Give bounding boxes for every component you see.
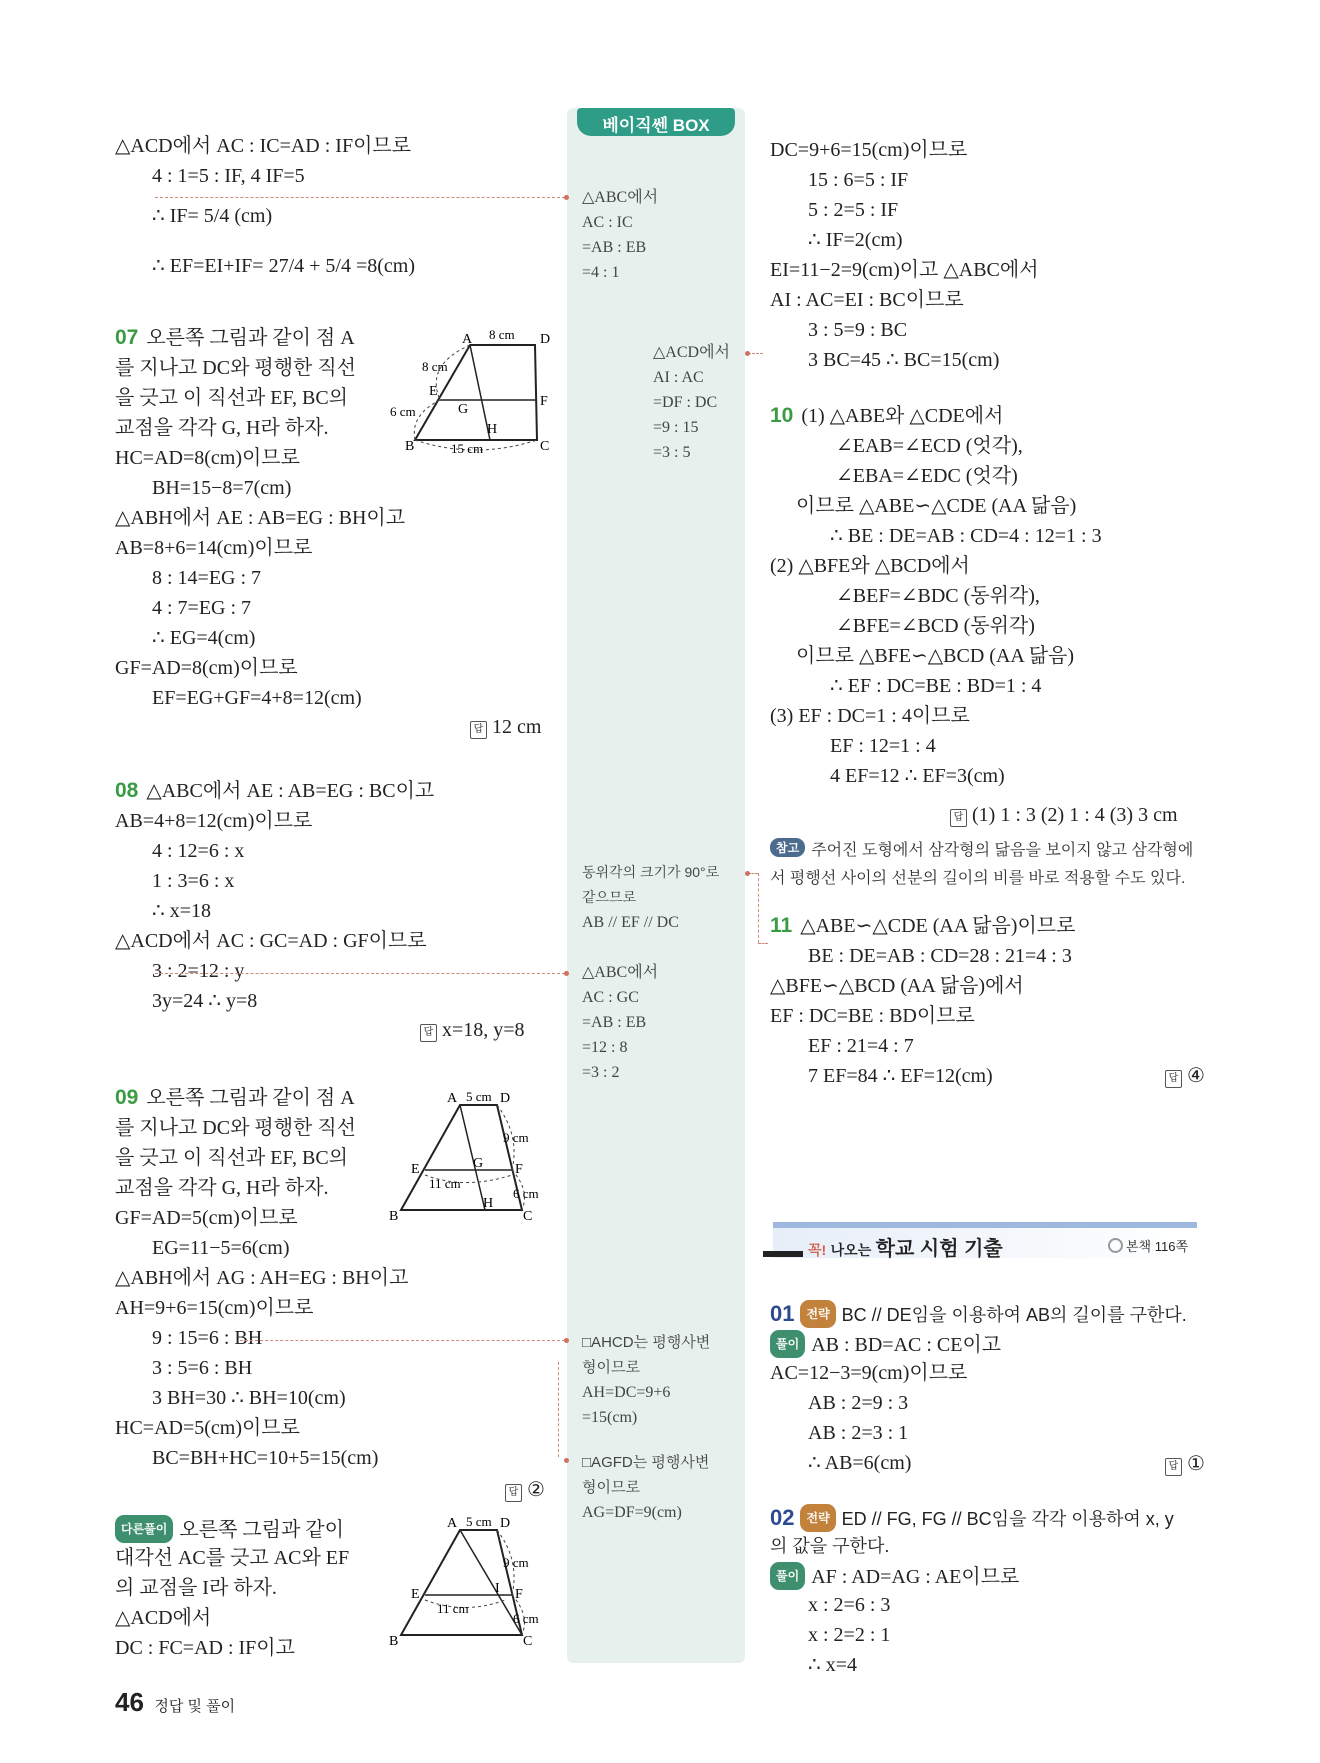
- svg-text:5 cm: 5 cm: [466, 1515, 492, 1529]
- text-line: 4 : 1=5 : IF, 4 IF=5: [152, 165, 305, 187]
- section-header: [763, 1222, 1197, 1262]
- svg-text:G: G: [458, 402, 469, 417]
- note-text: 형이므로: [582, 1479, 640, 1496]
- answer-icon: 답: [505, 1484, 522, 1502]
- text-line: BE : DE=AB : CD=28 : 21=4 : 3: [808, 945, 1072, 967]
- label-ad: 8 cm: [489, 327, 515, 342]
- text-line: x : 2=6 : 3: [808, 1594, 891, 1616]
- connector-dot: [564, 971, 569, 976]
- text-line: △ABH에서 AE : AB=EG : BH이고: [115, 507, 406, 529]
- svg-text:A: A: [462, 332, 473, 347]
- page-number: 46: [115, 1687, 144, 1717]
- answer-text: 12 cm: [492, 716, 542, 738]
- text-line: HC=AD=5(cm)이므로: [115, 1417, 300, 1439]
- q09-line-0: [115, 1085, 355, 1111]
- text: 오른쪽 그림과 같이: [179, 1519, 344, 1541]
- svg-text:H: H: [483, 1196, 494, 1211]
- text-line: 대각선 AC를 긋고 AC와 EF: [115, 1547, 350, 1569]
- answer-text: ④: [1187, 1065, 1205, 1087]
- figure-q07: [385, 325, 550, 455]
- text-line: 을 긋고 이 직선과 EF, BC의: [115, 1147, 348, 1169]
- svg-text:A: A: [447, 1516, 458, 1531]
- text-line: 3 : 5=9 : BC: [808, 319, 908, 341]
- text-line: DC=9+6=15(cm)이므로: [770, 139, 968, 161]
- svg-text:G: G: [473, 1156, 484, 1171]
- note-text: AC : GC: [582, 989, 639, 1006]
- answer-text: (1) 1 : 3 (2) 1 : 4 (3) 3 cm: [972, 804, 1178, 826]
- ref-text: 본책 116쪽: [1126, 1239, 1189, 1254]
- answer-text: x=18, y=8: [442, 1019, 525, 1041]
- note-text: =9 : 15: [653, 419, 699, 436]
- text-line: BC=BH+HC=10+5=15(cm): [152, 1447, 379, 1469]
- text-line: 3 : 2=12 : y: [152, 960, 245, 982]
- answer: [950, 804, 1178, 827]
- svg-text:F: F: [515, 1587, 523, 1602]
- svg-text:F: F: [540, 394, 548, 409]
- note-text: 같으므로: [582, 889, 637, 905]
- note-text: AG=DF=9(cm): [582, 1504, 682, 1521]
- text-line: ∴ EG=4(cm): [152, 627, 256, 649]
- text-line: 를 지나고 DC와 평행한 직선: [115, 357, 356, 379]
- text-line: AB : 2=9 : 3: [808, 1392, 909, 1414]
- text-line: ∴ IF=2(cm): [808, 229, 903, 251]
- text-line: △ACD에서 AC : IC=AD : IF이므로: [115, 135, 412, 157]
- text-line: 이므로 △ABE∽△CDE (AA 닮음): [796, 495, 1077, 517]
- answer-icon: 답: [950, 809, 967, 827]
- e02-line-0: [770, 1562, 1019, 1590]
- svg-text:9 cm: 9 cm: [503, 1555, 529, 1570]
- note-text: =15(cm): [582, 1409, 638, 1426]
- section-ref: [1108, 1236, 1188, 1255]
- text-line: EI=11−2=9(cm)이고 △ABC에서: [770, 259, 1039, 281]
- text-line: ∴ x=18: [152, 900, 212, 922]
- answer: [505, 1477, 545, 1502]
- book-icon: [1108, 1238, 1123, 1253]
- note-text: =12 : 8: [582, 1039, 628, 1056]
- answer: [1165, 1451, 1205, 1476]
- svg-text:5 cm: 5 cm: [466, 1090, 492, 1104]
- connector: [758, 873, 759, 943]
- text-line: ∠BEF=∠BDC (동위각),: [836, 585, 1040, 607]
- question-number: 09: [115, 1086, 139, 1109]
- strategy-tag: 전략: [800, 1300, 835, 1328]
- svg-text:D: D: [540, 332, 550, 347]
- label-bc: 15 cm: [451, 441, 484, 455]
- text-line: 5 : 2=5 : IF: [808, 199, 899, 221]
- note-text: =AB : EB: [582, 239, 647, 256]
- note-text: =3 : 2: [582, 1064, 620, 1081]
- text-line: 4 : 12=6 : x: [152, 840, 245, 862]
- section-title-wrap: [808, 1232, 1003, 1261]
- text-line: ∠BFE=∠BCD (동위각): [836, 615, 1035, 637]
- answer-icon: 답: [420, 1024, 437, 1042]
- svg-text:6 cm: 6 cm: [513, 1611, 539, 1626]
- svg-text:A: A: [447, 1091, 458, 1106]
- question-number: 11: [770, 914, 793, 937]
- text-line: 이므로 △BFE∽△BCD (AA 닮음): [796, 645, 1075, 667]
- svg-text:H: H: [487, 422, 498, 437]
- note-text: AI : AC: [653, 369, 704, 386]
- svg-text:C: C: [523, 1634, 533, 1649]
- svg-text:D: D: [500, 1516, 511, 1531]
- solve-tag: 풀이: [770, 1562, 805, 1590]
- strategy-tag: 전략: [800, 1504, 835, 1532]
- svg-text:11 cm: 11 cm: [429, 1176, 461, 1191]
- text-line: 3 BC=45 ∴ BC=15(cm): [808, 349, 1000, 371]
- note-text: 동위각의 크기가 90°로: [582, 864, 720, 880]
- text-line: 를 지나고 DC와 평행한 직선: [115, 1117, 356, 1139]
- text-line: △ACD에서: [115, 1607, 212, 1629]
- svg-text:D: D: [500, 1091, 511, 1106]
- text-line: 4 : 7=EG : 7: [152, 597, 252, 619]
- q07-line-0: [115, 325, 355, 351]
- note-line-1: 서 평행선 사이의 선분의 길이의 비를 바로 적용할 수도 있다.: [770, 870, 1186, 887]
- strategy-text: ED // FG, FG // BC임을 각각 이용하여 x, y: [841, 1509, 1174, 1529]
- text-line: 8 : 14=EG : 7: [152, 567, 262, 589]
- box-title: 베이직쎈 BOX: [602, 116, 710, 135]
- text-line: 교점을 각각 G, H라 하자.: [115, 1177, 329, 1199]
- text-line: △ABH에서 AG : AH=EG : BH이고: [115, 1267, 409, 1289]
- label-ae: 8 cm: [422, 359, 448, 374]
- alt-line-0: [115, 1515, 344, 1543]
- text: (1) △ABE와 △CDE에서: [801, 405, 1004, 427]
- text-line: ∠EBA=∠EDC (엇각): [836, 465, 1018, 487]
- question-number: 08: [115, 779, 139, 802]
- text-line: 7 EF=84 ∴ EF=12(cm): [808, 1065, 993, 1087]
- note-text: =AB : EB: [582, 1014, 647, 1031]
- connector: [155, 197, 565, 198]
- note-text: 형이므로: [582, 1359, 640, 1376]
- svg-text:9 cm: 9 cm: [503, 1130, 529, 1145]
- text-line: x : 2=2 : 1: [808, 1624, 891, 1646]
- note-text: △ABC에서: [582, 189, 659, 206]
- section-prefix: 꼭!: [808, 1242, 827, 1258]
- answer-icon: 답: [1165, 1458, 1182, 1476]
- text-line: AB=8+6=14(cm)이므로: [115, 537, 313, 559]
- connector: [758, 943, 768, 944]
- note-text: □AGFD는 평행사변: [582, 1454, 710, 1471]
- svg-text:11 cm: 11 cm: [437, 1601, 469, 1616]
- text-line: EF : 21=4 : 7: [808, 1035, 914, 1057]
- svg-text:E: E: [411, 1587, 420, 1602]
- note-text: AB // EF // DC: [582, 914, 679, 931]
- answer-text: ②: [527, 1479, 545, 1501]
- e01-strategy: [770, 1300, 1187, 1328]
- connector-dot: [564, 195, 569, 200]
- text-line: 4 EF=12 ∴ EF=3(cm): [830, 765, 1005, 787]
- text-line: ∠EAB=∠ECD (엇각),: [836, 435, 1023, 457]
- q11-line-0: [770, 913, 1075, 939]
- text-line: (3) EF : DC=1 : 4이므로: [770, 705, 970, 727]
- text-line: (2) △BFE와 △BCD에서: [770, 555, 970, 577]
- answer: [470, 716, 541, 739]
- text: 주어진 도형에서 삼각형의 닮음을 보이지 않고 삼각형에: [811, 842, 1194, 859]
- answer: [420, 1019, 525, 1042]
- label-eb: 6 cm: [390, 404, 416, 419]
- answer-text: ①: [1187, 1453, 1205, 1475]
- answer: [1165, 1063, 1205, 1088]
- section-small: 나오는: [830, 1242, 872, 1258]
- svg-text:F: F: [515, 1162, 523, 1177]
- svg-text:E: E: [429, 384, 438, 399]
- e01-line-0: [770, 1330, 1001, 1358]
- connector: [558, 1362, 559, 1457]
- figure-q09: [385, 1090, 550, 1225]
- connector: [748, 353, 763, 354]
- svg-text:C: C: [540, 439, 550, 454]
- question-number: 07: [115, 326, 139, 349]
- connector-dot: [745, 871, 750, 876]
- text-line: EF : DC=BE : BD이므로: [770, 1005, 975, 1027]
- text-line: GF=AD=5(cm)이므로: [115, 1207, 298, 1229]
- question-number: 10: [770, 404, 794, 427]
- text-line: EF=EG+GF=4+8=12(cm): [152, 687, 362, 709]
- section-header-mark: [763, 1251, 803, 1257]
- text-line: 3 : 5=6 : BH: [152, 1357, 253, 1379]
- text-line: AH=9+6=15(cm)이므로: [115, 1297, 314, 1319]
- svg-text:E: E: [411, 1162, 420, 1177]
- text-line: 을 긋고 이 직선과 EF, BC의: [115, 387, 348, 409]
- text-line: AC=12−3=9(cm)이므로: [770, 1362, 968, 1384]
- svg-text:B: B: [405, 439, 415, 454]
- svg-text:I: I: [495, 1581, 500, 1596]
- text: △ABE∽△CDE (AA 닮음)이므로: [800, 915, 1076, 937]
- text-line: ∴ BE : DE=AB : CD=4 : 12=1 : 3: [830, 525, 1102, 547]
- connector-dot: [564, 1458, 569, 1463]
- text-line: BH=15−8=7(cm): [152, 477, 292, 499]
- text-line: EF : 12=1 : 4: [830, 735, 936, 757]
- text-line: 3 BH=30 ∴ BH=10(cm): [152, 1387, 346, 1409]
- question-number: 02: [770, 1505, 795, 1530]
- text-line: AI : AC=EI : BC이므로: [770, 289, 964, 311]
- note-text: AC : IC: [582, 214, 633, 231]
- note-text: □AHCD는 평행사변: [582, 1334, 711, 1351]
- text-line: EG=11−5=6(cm): [152, 1237, 290, 1259]
- note-text: AH=DC=9+6: [582, 1384, 671, 1401]
- strategy-text: BC // DE임을 이용하여 AB의 길이를 구한다.: [841, 1305, 1187, 1325]
- text-line: AB=4+8=12(cm)이므로: [115, 810, 313, 832]
- svg-text:B: B: [389, 1209, 399, 1224]
- note-text: △ABC에서: [582, 964, 659, 981]
- svg-text:C: C: [523, 1209, 533, 1224]
- text-line: 교점을 각각 G, H라 하자.: [115, 417, 329, 439]
- q10-line-0: [770, 403, 1003, 429]
- text-line: 3y=24 ∴ y=8: [152, 990, 258, 1012]
- note-tag: 참고: [770, 838, 805, 857]
- solve-tag: 풀이: [770, 1330, 805, 1358]
- note-text: =3 : 5: [653, 444, 691, 461]
- note-text: =DF : DC: [653, 394, 718, 411]
- e02-strategy: [770, 1504, 1174, 1532]
- text-line: ∴ EF : DC=BE : BD=1 : 4: [830, 675, 1042, 697]
- svg-text:6 cm: 6 cm: [513, 1186, 539, 1201]
- page-footer: [115, 1687, 235, 1718]
- text-line: DC : FC=AD : IF이고: [115, 1637, 295, 1659]
- text-line: 15 : 6=5 : IF: [808, 169, 909, 191]
- answer-icon: 답: [1165, 1070, 1182, 1088]
- page-label: 정답 및 풀이: [154, 1698, 236, 1715]
- connector-dot: [564, 1338, 569, 1343]
- text: 오른쪽 그림과 같이 점 A: [146, 1087, 355, 1109]
- text-line: GF=AD=8(cm)이므로: [115, 657, 298, 679]
- connector: [240, 1340, 565, 1341]
- box-header: [567, 108, 745, 138]
- text-line: 의 값을 구한다.: [770, 1536, 890, 1556]
- text-line: 9 : 15=6 : BH: [152, 1327, 263, 1349]
- figure-alt: [385, 1515, 550, 1650]
- text-line: △BFE∽△BCD (AA 닮음)에서: [770, 975, 1024, 997]
- text: AF : AD=AG : AE이므로: [811, 1566, 1020, 1588]
- text-line: HC=AD=8(cm)이므로: [115, 447, 300, 469]
- svg-text:B: B: [389, 1634, 399, 1649]
- text-line: AB : 2=3 : 1: [808, 1422, 909, 1444]
- note-text: =4 : 1: [582, 264, 620, 281]
- answer-icon: 답: [470, 721, 487, 739]
- text-line: ∴ AB=6(cm): [808, 1452, 912, 1474]
- note-text: △ACD에서: [653, 344, 730, 361]
- text: AB : BD=AC : CE이고: [811, 1334, 1002, 1356]
- q08-line-0: [115, 778, 434, 804]
- note-line-0: [770, 837, 1193, 860]
- alt-tag: 다른풀이: [115, 1515, 173, 1543]
- text-line: 1 : 3=6 : x: [152, 870, 235, 892]
- text-line: ∴ x=4: [808, 1654, 858, 1676]
- text-line: ∴ IF= 5/4 (cm): [152, 205, 273, 227]
- text: △ABC에서 AE : AB=EG : BC이고: [146, 780, 435, 802]
- section-title: 학교 시험 기출: [875, 1238, 1003, 1260]
- text: 오른쪽 그림과 같이 점 A: [146, 327, 355, 349]
- question-number: 01: [770, 1301, 795, 1326]
- text-line: △ACD에서 AC : GC=AD : GF이므로: [115, 930, 427, 952]
- connector-dot: [745, 351, 750, 356]
- text-line: ∴ EF=EI+IF= 27/4 + 5/4 =8(cm): [152, 255, 415, 277]
- text-line: 의 교점을 I라 하자.: [115, 1577, 277, 1599]
- connector: [155, 973, 565, 974]
